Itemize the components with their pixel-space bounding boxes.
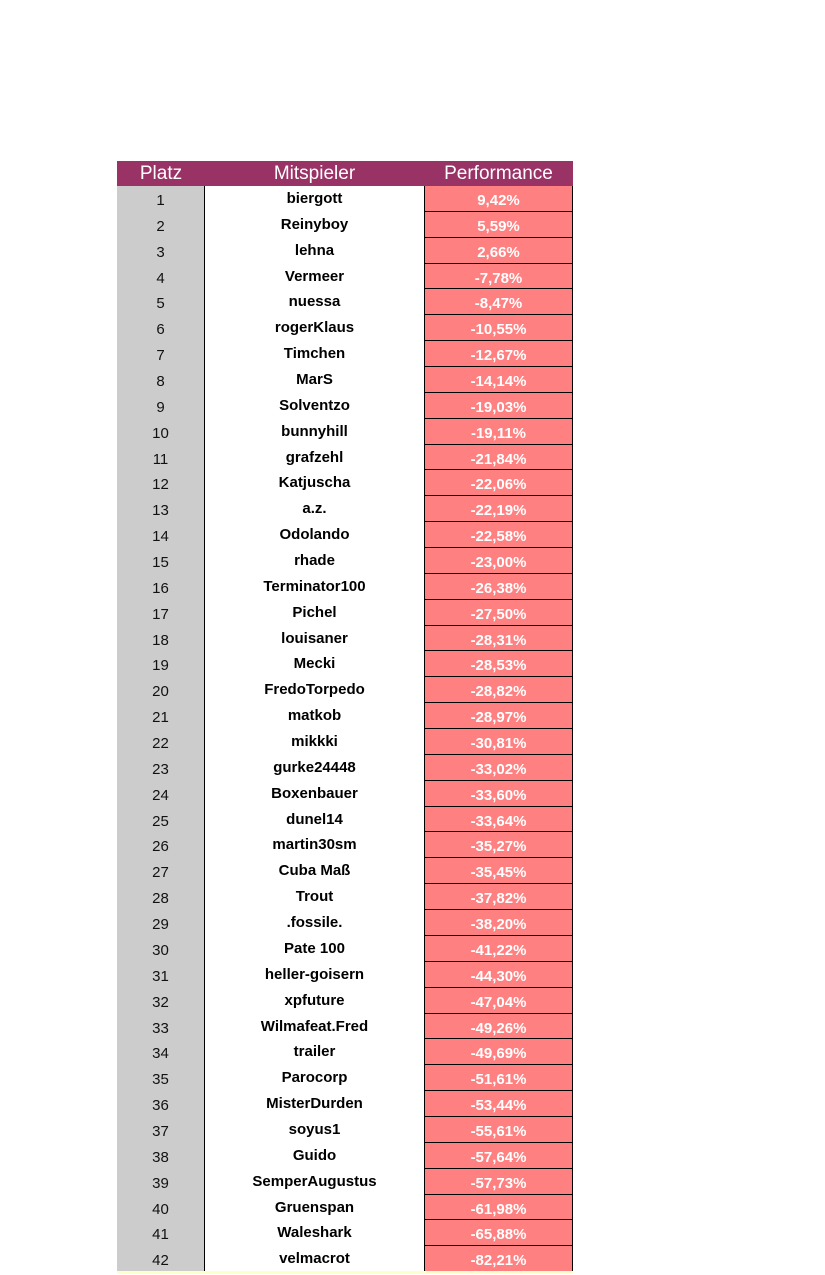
rank-cell: 39 (117, 1169, 205, 1195)
player-cell: xpfuture (205, 988, 424, 1014)
performance-cell: -28,97% (424, 703, 573, 729)
rank-cell: 18 (117, 626, 205, 652)
table-row (117, 238, 573, 264)
table-row (117, 496, 573, 522)
player-cell: Terminator100 (205, 574, 424, 600)
performance-cell: -37,82% (424, 884, 573, 910)
table-row (117, 212, 573, 238)
player-cell: Parocorp (205, 1065, 424, 1091)
performance-cell: -21,84% (424, 445, 573, 471)
table-row (117, 1220, 573, 1246)
performance-cell: -8,47% (424, 289, 573, 315)
rank-cell: 22 (117, 729, 205, 755)
table-row (117, 264, 573, 290)
table-row (117, 315, 573, 341)
table-row (117, 445, 573, 471)
table-row (117, 832, 573, 858)
rank-cell: 34 (117, 1039, 205, 1065)
performance-cell: -41,22% (424, 936, 573, 962)
performance-cell: 2,66% (424, 238, 573, 264)
player-cell: rhade (205, 548, 424, 574)
rank-cell: 10 (117, 419, 205, 445)
performance-cell: -61,98% (424, 1195, 573, 1221)
rank-cell: 31 (117, 962, 205, 988)
rank-cell: 38 (117, 1143, 205, 1169)
rank-cell: 9 (117, 393, 205, 419)
player-cell: Guido (205, 1143, 424, 1169)
player-cell: MarS (205, 367, 424, 393)
rank-cell: 21 (117, 703, 205, 729)
table-row (117, 651, 573, 677)
rank-cell: 15 (117, 548, 205, 574)
player-cell: matkob (205, 703, 424, 729)
table-row (117, 574, 573, 600)
rank-cell: 27 (117, 858, 205, 884)
table-row (117, 1039, 573, 1065)
table-row (117, 186, 573, 212)
performance-cell: -51,61% (424, 1065, 573, 1091)
player-cell: .fossile. (205, 910, 424, 936)
performance-cell: -33,60% (424, 781, 573, 807)
player-cell: Boxenbauer (205, 781, 424, 807)
header-performance: Performance (444, 163, 553, 184)
performance-cell: -33,64% (424, 807, 573, 833)
table-row (117, 341, 573, 367)
player-cell: louisaner (205, 626, 424, 652)
player-cell: Vermeer (205, 264, 424, 290)
rank-cell: 26 (117, 832, 205, 858)
table-row (117, 470, 573, 496)
performance-cell: -33,02% (424, 755, 573, 781)
table-row (117, 1014, 573, 1040)
performance-cell: -19,03% (424, 393, 573, 419)
table-row (117, 1246, 573, 1272)
performance-cell: -7,78% (424, 264, 573, 290)
performance-cell: -65,88% (424, 1220, 573, 1246)
table-row (117, 910, 573, 936)
rank-cell: 25 (117, 807, 205, 833)
player-cell: heller-goisern (205, 962, 424, 988)
ranking-table (117, 161, 573, 1272)
player-cell: Trout (205, 884, 424, 910)
rank-cell: 37 (117, 1117, 205, 1143)
table-row (117, 1117, 573, 1143)
performance-cell: -28,82% (424, 677, 573, 703)
performance-cell: -19,11% (424, 419, 573, 445)
rank-cell: 32 (117, 988, 205, 1014)
player-cell: Wilmafeat.Fred (205, 1014, 424, 1040)
table-row (117, 858, 573, 884)
player-cell: MisterDurden (205, 1091, 424, 1117)
performance-cell: -44,30% (424, 962, 573, 988)
table-row (117, 1091, 573, 1117)
player-cell: SemperAugustus (205, 1169, 424, 1195)
rank-cell: 11 (117, 445, 205, 471)
rank-cell: 8 (117, 367, 205, 393)
performance-cell: -28,53% (424, 651, 573, 677)
performance-cell: -22,06% (424, 470, 573, 496)
table-body (117, 186, 573, 1272)
rank-cell: 14 (117, 522, 205, 548)
player-cell: grafzehl (205, 445, 424, 471)
rank-cell: 3 (117, 238, 205, 264)
rank-cell: 30 (117, 936, 205, 962)
rank-cell: 35 (117, 1065, 205, 1091)
player-cell: martin30sm (205, 832, 424, 858)
table-bottom-divider (117, 1271, 573, 1274)
performance-cell: -12,67% (424, 341, 573, 367)
player-cell: Timchen (205, 341, 424, 367)
table-row (117, 1195, 573, 1221)
performance-cell: 5,59% (424, 212, 573, 238)
player-cell: dunel14 (205, 807, 424, 833)
rank-cell: 16 (117, 574, 205, 600)
table-row (117, 884, 573, 910)
rank-cell: 28 (117, 884, 205, 910)
performance-cell: -53,44% (424, 1091, 573, 1117)
performance-cell: -49,69% (424, 1039, 573, 1065)
performance-cell: -49,26% (424, 1014, 573, 1040)
table-row (117, 988, 573, 1014)
player-cell: Solventzo (205, 393, 424, 419)
performance-cell: -57,64% (424, 1143, 573, 1169)
player-cell: bunnyhill (205, 419, 424, 445)
table-row (117, 522, 573, 548)
player-cell: Gruenspan (205, 1195, 424, 1221)
performance-cell: 9,42% (424, 186, 573, 212)
rank-cell: 2 (117, 212, 205, 238)
table-row (117, 393, 573, 419)
rank-cell: 41 (117, 1220, 205, 1246)
player-cell: Odolando (205, 522, 424, 548)
table-row (117, 1065, 573, 1091)
rank-cell: 6 (117, 315, 205, 341)
player-cell: soyus1 (205, 1117, 424, 1143)
table-row (117, 729, 573, 755)
header-rank: Platz (139, 163, 183, 184)
player-cell: mikkki (205, 729, 424, 755)
table-row (117, 807, 573, 833)
rank-cell: 7 (117, 341, 205, 367)
performance-cell: -35,27% (424, 832, 573, 858)
table-row (117, 755, 573, 781)
table-row (117, 600, 573, 626)
table-row (117, 419, 573, 445)
player-cell: a.z. (205, 496, 424, 522)
player-cell: gurke24448 (205, 755, 424, 781)
rank-cell: 4 (117, 264, 205, 290)
player-cell: Cuba Maß (205, 858, 424, 884)
rank-cell: 19 (117, 651, 205, 677)
rank-cell: 13 (117, 496, 205, 522)
rank-cell: 42 (117, 1246, 205, 1272)
rank-cell: 36 (117, 1091, 205, 1117)
player-cell: Mecki (205, 651, 424, 677)
rank-cell: 17 (117, 600, 205, 626)
performance-cell: -23,00% (424, 548, 573, 574)
performance-cell: -22,19% (424, 496, 573, 522)
table-row (117, 781, 573, 807)
performance-cell: -55,61% (424, 1117, 573, 1143)
table-row (117, 962, 573, 988)
player-cell: Waleshark (205, 1220, 424, 1246)
table-row (117, 677, 573, 703)
player-cell: lehna (205, 238, 424, 264)
player-cell: velmacrot (205, 1246, 424, 1272)
performance-cell: -57,73% (424, 1169, 573, 1195)
table-row (117, 289, 573, 315)
rank-cell: 20 (117, 677, 205, 703)
player-cell: Pichel (205, 600, 424, 626)
performance-cell: -47,04% (424, 988, 573, 1014)
player-cell: nuessa (205, 289, 424, 315)
table-row (117, 703, 573, 729)
performance-cell: -10,55% (424, 315, 573, 341)
rank-cell: 29 (117, 910, 205, 936)
table-row (117, 1143, 573, 1169)
player-cell: Katjuscha (205, 470, 424, 496)
table-header (117, 161, 573, 186)
table-row (117, 626, 573, 652)
header-player: Mitspieler (273, 163, 356, 184)
rank-cell: 1 (117, 186, 205, 212)
player-cell: rogerKlaus (205, 315, 424, 341)
rank-cell: 40 (117, 1195, 205, 1221)
rank-cell: 12 (117, 470, 205, 496)
table-row (117, 367, 573, 393)
performance-cell: -14,14% (424, 367, 573, 393)
player-cell: Reinyboy (205, 212, 424, 238)
rank-cell: 5 (117, 289, 205, 315)
performance-cell: -26,38% (424, 574, 573, 600)
player-cell: biergott (205, 186, 424, 212)
performance-cell: -82,21% (424, 1246, 573, 1272)
rank-cell: 33 (117, 1014, 205, 1040)
performance-cell: -27,50% (424, 600, 573, 626)
performance-cell: -30,81% (424, 729, 573, 755)
performance-cell: -35,45% (424, 858, 573, 884)
rank-cell: 24 (117, 781, 205, 807)
table-row (117, 1169, 573, 1195)
rank-cell: 23 (117, 755, 205, 781)
player-cell: Pate 100 (205, 936, 424, 962)
table-row (117, 936, 573, 962)
performance-cell: -28,31% (424, 626, 573, 652)
table-row (117, 548, 573, 574)
performance-cell: -38,20% (424, 910, 573, 936)
player-cell: FredoTorpedo (205, 677, 424, 703)
player-cell: trailer (205, 1039, 424, 1065)
performance-cell: -22,58% (424, 522, 573, 548)
